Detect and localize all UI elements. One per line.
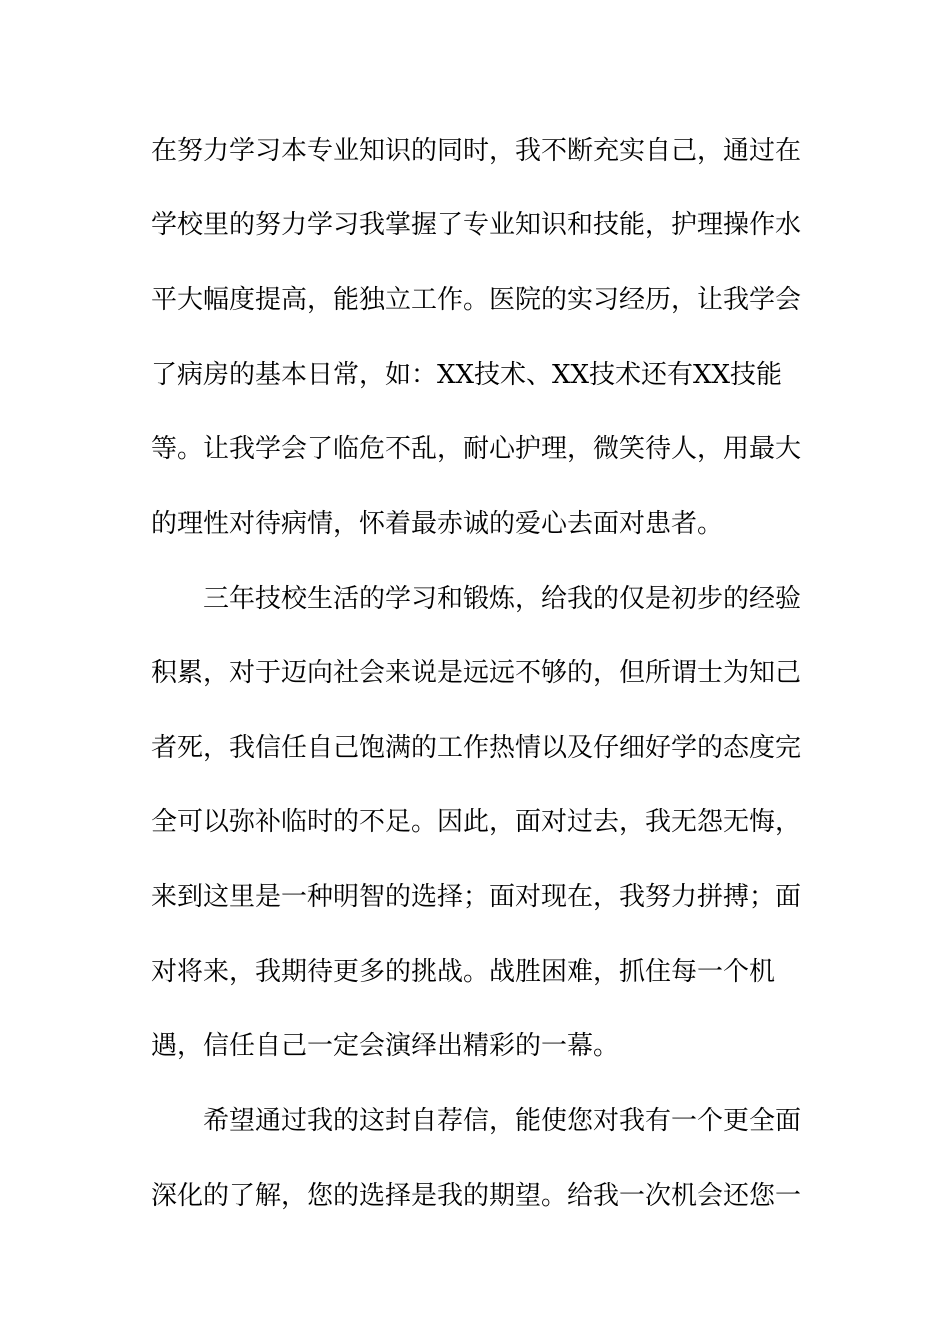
- paragraph-line: 平大幅度提高，能独立工作。医院的实习经历，让我学会: [151, 285, 802, 315]
- paragraph-line: 学校里的努力学习我掌握了专业知识和技能，护理操作水: [151, 210, 802, 240]
- paragraph-line: 希望通过我的这封自荐信，能使您对我有一个更全面: [203, 1106, 802, 1136]
- paragraph-line: 全可以弥补临时的不足。因此，面对过去，我无怨无悔，: [151, 807, 802, 837]
- paragraph-line: 的理性对待病情，怀着最赤诚的爱心去面对患者。: [151, 509, 724, 539]
- paragraph-line: 深化的了解，您的选择是我的期望。给我一次机会还您一: [151, 1181, 802, 1211]
- paragraph-line: 遇，信任自己一定会演绎出精彩的一幕。: [151, 1031, 620, 1061]
- paragraph-line: 等。让我学会了临危不乱，耐心护理，微笑待人，用最大: [151, 434, 802, 464]
- paragraph-line: 积累，对于迈向社会来说是远远不够的，但所谓士为知己: [151, 658, 802, 688]
- paragraph-line: 来到这里是一种明智的选择；面对现在，我努力拼搏；面: [151, 882, 802, 912]
- paragraph-line: 在努力学习本专业知识的同时，我不断充实自己，通过在: [151, 136, 802, 166]
- paragraph-line: 对将来，我期待更多的挑战。战胜困难，抓住每一个机: [151, 957, 776, 987]
- paragraph-line: 了病房的基本日常，如：XX技术、XX技术还有XX技能: [151, 360, 783, 390]
- paragraph-line: 三年技校生活的学习和锻炼，给我的仅是初步的经验: [203, 584, 802, 614]
- paragraph-line: 者死，我信任自己饱满的工作热情以及仔细好学的态度完: [151, 733, 802, 763]
